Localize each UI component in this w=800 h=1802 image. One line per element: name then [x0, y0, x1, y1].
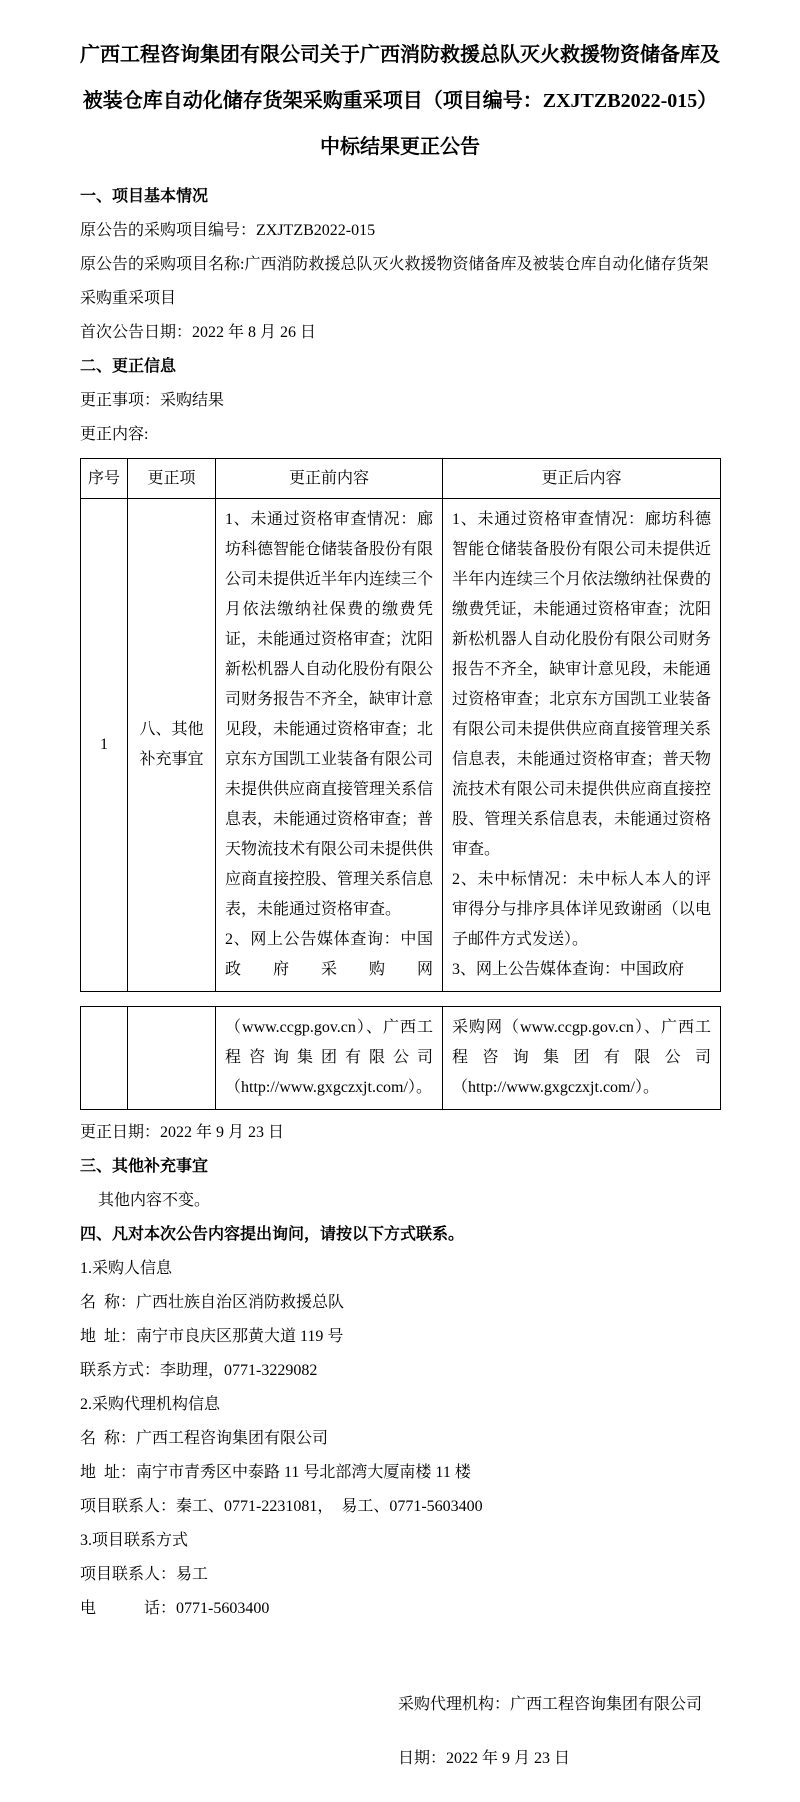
before-paragraph-2: 2、网上公告媒体查询：中国政府采购网: [225, 931, 433, 978]
purchaser-contact: 联系方式：李助理，0771-3229082: [80, 1362, 318, 1379]
agency-name: 名 称：广西工程咨询集团有限公司: [80, 1430, 329, 1447]
correction-table-continued: [80, 1006, 721, 1110]
purchaser-name: 名 称：广西壮族自治区消防救援总队: [80, 1294, 345, 1311]
after-paragraph-3: 3、网上公告媒体查询：中国政府: [452, 961, 685, 978]
table-header-item: 更正项: [128, 459, 216, 499]
agency-info-label: 2.采购代理机构信息: [80, 1396, 221, 1413]
correction-table-header-row: [81, 459, 721, 499]
footer-agency: 采购代理机构：广西工程咨询集团有限公司: [398, 1696, 703, 1713]
agency-contact: 项目联系人：秦工、0771-2231081， 易工、0771-5603400: [80, 1498, 483, 1515]
original-project-name: 原公告的采购项目名称:广西消防救援总队灭火救援物资储备库及被装仓库自动化储存货架采购重采项目: [80, 256, 709, 307]
table-header-after: 更正后内容: [443, 459, 721, 499]
section-1-heading: 一、项目基本情况: [80, 188, 209, 205]
purchaser-address: 地 址：南宁市良庆区那黄大道 119 号: [80, 1328, 344, 1345]
document-title-line-1: 广西工程咨询集团有限公司关于广西消防救援总队灭火救援物资储备库及: [80, 44, 720, 66]
section-3-body: 其他内容不变。: [98, 1192, 211, 1209]
correction-item-line: 更正事项：采购结果: [80, 392, 225, 409]
document-title: [80, 32, 720, 170]
section-4-heading: 四、凡对本次公告内容提出询问，请按以下方式联系。: [80, 1226, 465, 1243]
original-project-number: 原公告的采购项目编号：ZXJTZB2022-015: [80, 222, 376, 239]
cell-seq: 1: [81, 499, 128, 992]
section-2-heading: 二、更正信息: [80, 358, 177, 375]
cell-after-content: [443, 499, 721, 992]
correction-date-line: 更正日期：2022 年 9 月 23 日: [80, 1124, 285, 1141]
correction-content-label: 更正内容:: [80, 426, 149, 443]
agency-address: 地 址：南宁市青秀区中泰路 11 号北部湾大厦南楼 11 楼: [80, 1464, 471, 1481]
after-paragraph-1: 1、未通过资格审查情况：廊坊科德智能仓储装备股份有限公司未提供近半年内连续三个月依法缴纳社保费的缴费凭证，未能通过资格审查；沈阳新松机器人自动化股份有限公司财务报告不齐全，缺审计意见段，未能通过资格审查；北京东方国凯工业装备有限公司未提供供应商直接管理关系信息表，未能通过资格审查；普天物流技术有限公司未提供供应商直接控股、管理关系信息表，未能通过资格审查。: [452, 511, 711, 858]
document-title-line-3: 中标结果更正公告: [320, 136, 480, 158]
correction-table: [80, 458, 721, 992]
project-contact-label: 3.项目联系方式: [80, 1532, 189, 1549]
correction-table-continuation-row: [81, 1007, 721, 1110]
section-3-heading: 三、其他补充事宜: [80, 1158, 209, 1175]
cell-before-content: [216, 499, 443, 992]
correction-table-row: [81, 499, 721, 992]
after-continuation-text: 采购网（www.ccgp.gov.cn）、广西工程咨询集团有限公司（http://www.gxgczxjt.com/）。: [452, 1019, 711, 1096]
document-title-line-2: 被装仓库自动化储存货架采购重采项目（项目编号：ZXJTZB2022-015）: [82, 90, 718, 112]
table-header-seq: 序号: [81, 459, 128, 499]
before-continuation-text: （www.ccgp.gov.cn）、广西工程咨询集团有限公司（http://www.gxgczxjt.com/）。: [225, 1019, 433, 1096]
footer-date: 日期：2022 年 9 月 23 日: [398, 1750, 571, 1767]
cell-before-content-continued: [216, 1007, 443, 1110]
signature-block: [398, 1688, 720, 1776]
purchaser-info-label: 1.采购人信息: [80, 1260, 173, 1277]
cell-correction-item: 八、其他补充事宜: [128, 499, 216, 992]
project-contact-phone: 电 话：0771-5603400: [80, 1600, 270, 1617]
cell-seq-continued: [81, 1007, 128, 1110]
cell-item-continued: [128, 1007, 216, 1110]
project-contact-person: 项目联系人：易工: [80, 1566, 209, 1583]
before-paragraph-1: 1、未通过资格审查情况：廊坊科德智能仓储装备股份有限公司未提供近半年内连续三个月依法缴纳社保费的缴费凭证，未能通过资格审查；沈阳新松机器人自动化股份有限公司财务报告不齐全，缺审计意见段，未能通过资格审查；北京东方国凯工业装备有限公司未提供供应商直接管理关系信息表，未能通过资格审查；普天物流技术有限公司未提供供应商直接控股、管理关系信息表，未能通过资格审查。: [225, 511, 434, 918]
first-announcement-date: 首次公告日期：2022 年 8 月 26 日: [80, 324, 317, 341]
cell-after-content-continued: [443, 1007, 721, 1110]
table-page-break-gap: [80, 992, 720, 1006]
table-header-before: 更正前内容: [216, 459, 443, 499]
after-paragraph-2: 2、未中标情况：未中标人本人的评审得分与排序具体详见致谢函（以电子邮件方式发送）。: [452, 871, 711, 948]
